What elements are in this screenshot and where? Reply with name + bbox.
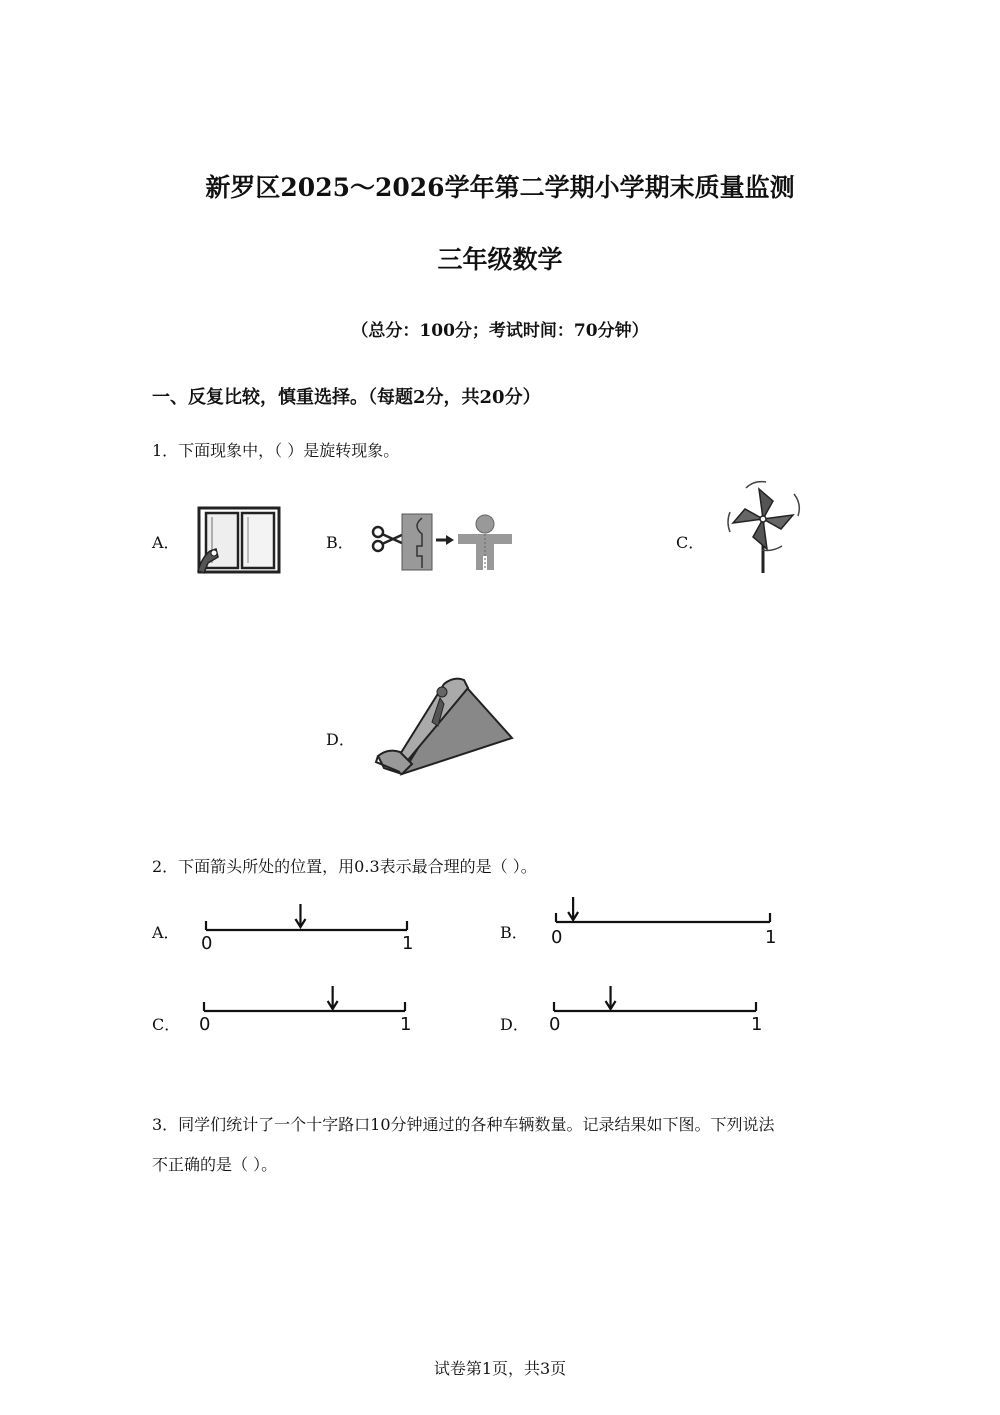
q2-option-a-label: A． (152, 923, 180, 942)
q2-option-d-label: D． (500, 1015, 529, 1034)
q2-option-d-number-line (548, 985, 768, 1035)
score-info: （总分：100分；考试时间：70分钟） (351, 321, 649, 341)
question-1-text: 1．下面现象中，（ ）是旋转现象。 (152, 441, 400, 460)
q2-d-start-label: 0 (549, 1014, 561, 1035)
sliding-window-icon (196, 505, 284, 575)
q1-option-c-label: C． (676, 533, 705, 552)
paper-cutting-icon (370, 512, 515, 572)
question-2-text: 2．下面箭头所处的位置，用0.3表示最合理的是（ ）。 (152, 857, 537, 876)
question-3-text-line2: 不正确的是（ ）。 (152, 1155, 278, 1174)
q2-option-b-number-line (550, 897, 790, 951)
q1-option-a-label: A． (152, 533, 180, 552)
q2-option-c-label: C． (152, 1015, 181, 1034)
q2-d-arrow (606, 986, 616, 1009)
q2-b-arrow (568, 897, 578, 920)
q2-a-arrow (295, 904, 305, 927)
q2-a-start-label: 0 (201, 933, 213, 954)
q2-b-start-label: 0 (551, 927, 563, 948)
question-3-text-line1: 3．同学们统计了一个十字路口10分钟通过的各种车辆数量。记录结果如下图。下列说法 (152, 1115, 775, 1134)
q2-d-end-label: 1 (751, 1014, 763, 1035)
exam-title: 新罗区2025～2026学年第二学期小学期末质量监测 (205, 173, 795, 202)
q2-option-c-number-line (198, 985, 418, 1035)
q1-option-d-label: D． (326, 730, 355, 749)
slide-icon (372, 674, 517, 779)
section-heading: 一、反复比较，慎重选择。（每题2分，共20分） (152, 387, 541, 408)
q2-c-arrow (328, 986, 338, 1009)
q2-option-a-number-line (200, 903, 420, 953)
exam-subtitle: 三年级数学 (437, 245, 563, 274)
q2-b-end-label: 1 (765, 927, 777, 948)
q1-option-b-label: B． (326, 533, 354, 552)
q2-c-start-label: 0 (199, 1014, 211, 1035)
q2-c-end-label: 1 (400, 1014, 412, 1035)
page-footer: 试卷第1页，共3页 (433, 1359, 567, 1378)
q2-option-b-label: B． (500, 923, 528, 942)
pinwheel-icon (724, 476, 804, 576)
q2-a-end-label: 1 (402, 933, 414, 954)
